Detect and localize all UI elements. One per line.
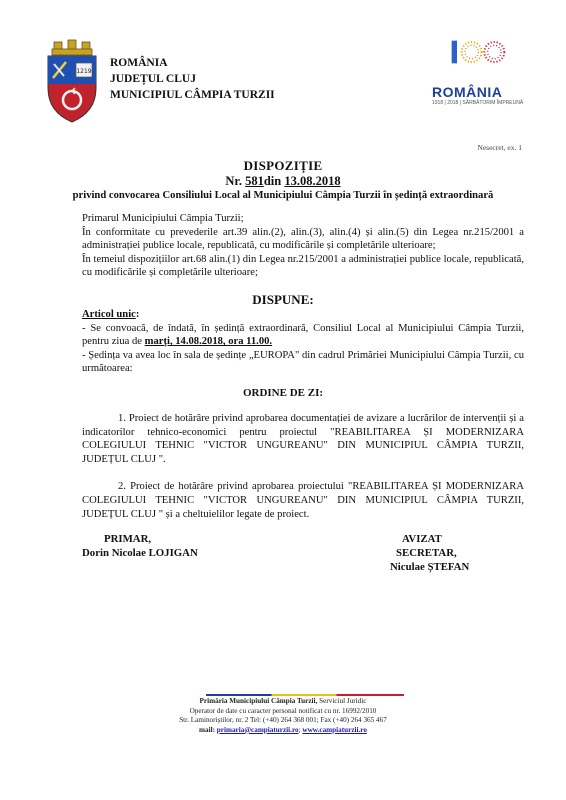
mayor-title: PRIMAR,: [104, 533, 152, 545]
footer: [0, 697, 566, 735]
email-link[interactable]: primaria@campiaturzii.ro: [216, 725, 299, 734]
institution-header: [110, 55, 275, 103]
footer-mail-label: mail:: [199, 725, 217, 734]
footer-address: Str. Laminoriștilor, nr. 2 Tel: (+40) 264 368 001; Fax (+40) 264 365 467: [179, 716, 387, 725]
footer-institution: Primăria Municipiului Câmpia Turzii,: [199, 697, 318, 705]
document-subtitle: privind convocarea Consiliului Local al Municipiului Câmpia Turzii în ședință extraordinară: [72, 190, 494, 201]
mayor-signature: [82, 532, 198, 560]
agenda-title: ORDINE DE ZI:: [242, 387, 324, 399]
coat-of-arms-icon: [44, 38, 100, 124]
footer-flag-rule: [206, 694, 404, 696]
article-colon: :: [135, 309, 140, 320]
agenda-item: 1. Proiect de hotărâre privind aprobarea documentației de avizare a lucrărilor de intervenții și a indicatorilor tehnico-economici pentru proiectul "REABILITAREA ȘI MODERNIZARA COLEGIULUI TEHNIC "VICTOR UNGUREANU" DIN MUNICIPIUL CÂMPIA TURZII, JUDEȚUL CLUJ ".: [82, 413, 524, 465]
secretary-title: SECRETAR,: [396, 547, 457, 559]
centenary-country: ROMÂNIA: [432, 84, 503, 100]
footer-department: Serviciul Juridic: [317, 697, 367, 705]
footer-operator: Operator de date cu caracter personal notificat cu nr. 16992/2010: [189, 706, 377, 715]
svg-text:1219: 1219: [76, 68, 92, 75]
header-country: ROMÂNIA: [110, 57, 168, 69]
preamble-p3: În temeiul dispozițiilor art.68 alin.(1) din Legea nr.215/2001 a administrației publice locale, republicată, cu modificările și completările ulterioare;: [82, 253, 524, 279]
website-link[interactable]: www.campiaturzii.ro: [302, 725, 367, 734]
document-title: DISPOZIȚIE: [243, 158, 323, 173]
nr-value: 581: [245, 174, 264, 188]
footer-separator: ;: [298, 725, 303, 734]
preamble-p2: În conformitate cu prevederile art.39 alin.(2), alin.(3), alin.(4) și alin.(5) din Legea nr.215/2001 a administrației publice locale, republicată, cu modificările și completările ulterioare;: [82, 226, 524, 252]
preamble-p1: Primarul Municipiului Câmpia Turzii;: [82, 213, 244, 224]
din-label: din: [263, 174, 285, 188]
secrecy-mark: Nesecret, ex. 1: [477, 143, 522, 152]
secretary-name: Niculae ȘTEFAN: [390, 561, 470, 573]
article-section: [82, 308, 524, 376]
agenda-item: 2. Proiect de hotărâre privind aprobarea proiectului "REABILITAREA ȘI MODERNIZARA COLEGIULUI TEHNIC "VICTOR UNGUREANU" DIN MUNICIPIUL CÂMPIA TURZII, JUDEȚUL CLUJ " și a cheltuielilor legate de proiect.: [82, 481, 524, 520]
centenary-tagline: 1918 | 2018 | SĂRBĂTORIM ÎMPREUNĂ: [432, 100, 524, 106]
centenary-100-icon: [432, 34, 526, 86]
article-line2: - Ședința va avea loc în sala de ședințe „EUROPA" din cadrul Primăriei Municipiului Câmpia Turzii, cu următoarea:: [82, 349, 524, 375]
article-label: Articol unic: [82, 309, 136, 320]
mayor-name: Dorin Nicolae LOJIGAN: [82, 547, 198, 559]
preamble: [82, 212, 524, 280]
document-date: 13.08.2018: [284, 174, 341, 188]
centenary-logo: [432, 34, 526, 112]
secretary-approved: AVIZAT: [402, 533, 442, 545]
agenda-list: [82, 412, 524, 521]
dispune-heading: DISPUNE:: [252, 292, 314, 307]
nr-label: Nr.: [225, 174, 246, 188]
secretary-signature: [390, 532, 469, 574]
header-municipality: MUNICIPIUL CÂMPIA TURZII: [110, 89, 275, 101]
session-day: marți, 14.08.2018, ora 11.00.: [144, 336, 273, 348]
header-county: JUDEȚUL CLUJ: [110, 73, 196, 85]
article-line1: - Se convoacă, de îndată, în ședință extraordinară, Consiliul Local al Municipiului Câmpia Turzii, pentru ziua de: [82, 322, 524, 348]
document-number: [0, 174, 566, 189]
